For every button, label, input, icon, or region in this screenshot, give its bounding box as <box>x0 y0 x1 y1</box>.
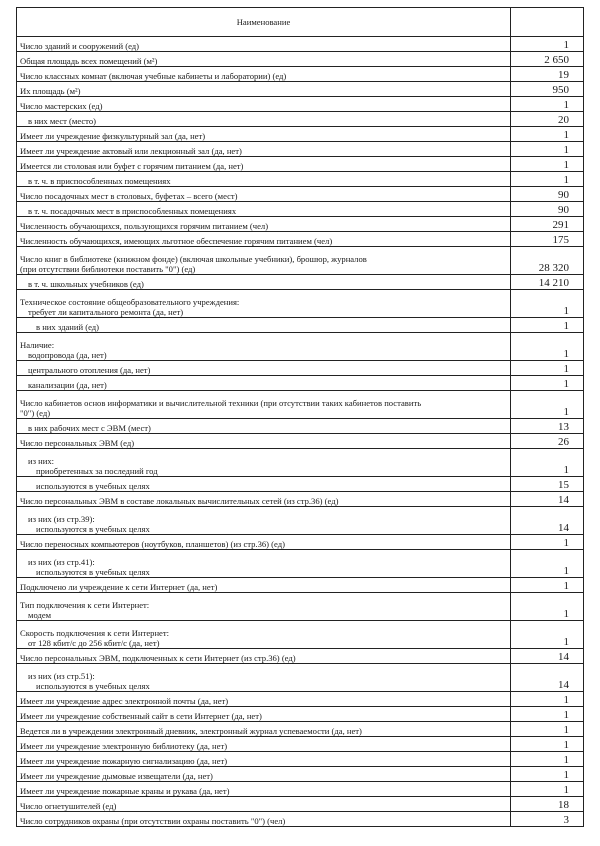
indicator-value: 26 <box>511 434 584 449</box>
indicator-name-cell <box>17 692 511 707</box>
value-column-header <box>511 8 584 37</box>
indicator-value: 1 <box>511 361 584 376</box>
indicator-name-cell <box>17 187 511 202</box>
indicator-name-cell <box>17 419 511 434</box>
indicator-value: 1 <box>511 767 584 782</box>
table-row <box>17 232 584 247</box>
table-row <box>17 664 584 692</box>
indicator-value: 291 <box>511 217 584 232</box>
indicator-value: 1 <box>511 593 584 621</box>
table-row <box>17 142 584 157</box>
indicator-name: центрального отопления (да, нет) <box>28 365 151 375</box>
indicator-name-cell <box>17 434 511 449</box>
indicator-name-cell <box>17 172 511 187</box>
table-row <box>17 449 584 477</box>
table-row <box>17 782 584 797</box>
indicator-value: 1 <box>511 142 584 157</box>
indicator-name: Ведется ли в учреждении электронный дневник, электронный журнал успеваемости (да, нет) <box>20 726 362 736</box>
indicator-name: Имеет ли учреждение пожарные краны и рукава (да, нет) <box>20 786 230 796</box>
indicator-value: 19 <box>511 67 584 82</box>
table-row <box>17 434 584 449</box>
indicator-name-cell <box>17 142 511 157</box>
name-column-header: Наименование <box>17 8 511 37</box>
indicator-value: 14 <box>511 507 584 535</box>
indicator-name: Число персональных ЭВМ (ед) <box>20 438 135 448</box>
indicator-name-cell <box>17 217 511 232</box>
table-row <box>17 767 584 782</box>
indicators-table <box>16 7 584 827</box>
indicator-name: Численность обучающихся, имеющих льготное обеспечение горячим питанием (чел) <box>20 236 333 246</box>
indicator-name: Число классных комнат (включая учебные кабинеты и лаборатории) (ед) <box>20 71 287 81</box>
indicator-name-cell <box>17 649 511 664</box>
indicator-name: Имеет ли учреждение адрес электронной почты (да, нет) <box>20 696 229 706</box>
indicator-name: из них (из стр.51): <box>28 671 95 681</box>
indicator-name: Общая площадь всех помещений (м²) <box>20 56 158 66</box>
table-row <box>17 67 584 82</box>
indicator-name: в т. ч. посадочных мест в приспособленных помещениях <box>28 206 237 216</box>
indicator-name: используются в учебных целях <box>36 567 150 577</box>
indicator-name-cell <box>17 707 511 722</box>
indicator-name: Число зданий и сооружений (ед) <box>20 41 140 51</box>
table-row <box>17 722 584 737</box>
indicator-value: 1 <box>511 391 584 419</box>
indicator-value: 14 <box>511 492 584 507</box>
table-row <box>17 361 584 376</box>
indicator-name-cell <box>17 67 511 82</box>
indicator-name-cell <box>17 550 511 578</box>
indicator-value: 1 <box>511 449 584 477</box>
indicator-name-cell <box>17 621 511 649</box>
indicator-name: Имеет ли учреждение дымовые извещатели (да, нет) <box>20 771 213 781</box>
indicator-name: используются в учебных целях <box>36 681 150 691</box>
indicator-name: Число огнетушителей (ед) <box>20 801 117 811</box>
indicator-name-cell <box>17 664 511 692</box>
indicator-name: Имеет ли учреждение актовый или лекционный зал (да, нет) <box>20 146 242 156</box>
indicator-name: Число кабинетов основ информатики и вычислительной техники (при отсутствии таких кабинетов поставить <box>20 398 422 408</box>
indicator-value: 1 <box>511 172 584 187</box>
indicator-name: приобретенных за последний год <box>36 466 158 476</box>
indicator-name-cell <box>17 752 511 767</box>
indicator-value: 1 <box>511 782 584 797</box>
table-header-row <box>17 8 584 37</box>
indicator-value: 20 <box>511 112 584 127</box>
indicator-name-cell <box>17 290 511 318</box>
indicator-name-cell <box>17 492 511 507</box>
indicator-name: в них мест (место) <box>28 116 96 126</box>
indicator-name-cell <box>17 333 511 361</box>
table-row <box>17 97 584 112</box>
indicator-name: Наличие: <box>20 340 55 350</box>
indicator-name-cell <box>17 127 511 142</box>
indicator-name: от 128 кбит/с до 256 кбит/с (да, нет) <box>28 638 160 648</box>
indicator-name: Тип подключения к сети Интернет: <box>20 600 150 610</box>
table-row <box>17 621 584 649</box>
indicator-name: модем <box>28 610 52 620</box>
indicator-value: 1 <box>511 290 584 318</box>
indicator-name: в них зданий (ед) <box>36 322 100 332</box>
table-row <box>17 187 584 202</box>
table-row <box>17 477 584 492</box>
indicator-value: 1 <box>511 550 584 578</box>
indicator-name: водопровода (да, нет) <box>28 350 107 360</box>
indicator-value: 1 <box>511 621 584 649</box>
table-row <box>17 391 584 419</box>
indicator-name: Их площадь (м²) <box>20 86 81 96</box>
indicator-name: Число переносных компьютеров (ноутбуков, планшетов) (из стр.36) (ед) <box>20 539 285 549</box>
table-row <box>17 692 584 707</box>
indicator-name-cell <box>17 112 511 127</box>
indicator-value: 1 <box>511 376 584 391</box>
indicator-name-cell <box>17 767 511 782</box>
indicator-name-cell <box>17 391 511 419</box>
indicator-value: 950 <box>511 82 584 97</box>
form-sheet <box>16 7 583 827</box>
table-row <box>17 52 584 67</box>
indicator-name: Подключено ли учреждение к сети Интернет (да, нет) <box>20 582 218 592</box>
indicator-name-cell <box>17 782 511 797</box>
indicator-name: Численность обучающихся, пользующихся горячим питанием (чел) <box>20 221 269 231</box>
table-row <box>17 127 584 142</box>
table-row <box>17 247 584 275</box>
indicator-name: используются в учебных целях <box>36 481 150 491</box>
table-row <box>17 217 584 232</box>
indicator-name: канализации (да, нет) <box>28 380 107 390</box>
indicator-value: 14 210 <box>511 275 584 290</box>
indicator-value: 14 <box>511 664 584 692</box>
indicator-name-cell <box>17 535 511 550</box>
indicator-value: 1 <box>511 722 584 737</box>
indicator-name-cell <box>17 361 511 376</box>
indicator-name-cell <box>17 232 511 247</box>
indicator-name: Имеется ли столовая или буфет с горячим питанием (да, нет) <box>20 161 244 171</box>
indicator-value: 1 <box>511 578 584 593</box>
indicator-name-cell <box>17 202 511 217</box>
table-row <box>17 812 584 827</box>
indicator-name: Число сотрудников охраны (при отсутствии охраны поставить "0") (чел) <box>20 816 286 826</box>
table-row <box>17 797 584 812</box>
indicator-name: требует ли капитального ремонта (да, нет) <box>28 307 184 317</box>
indicator-name-cell <box>17 318 511 333</box>
indicator-value: 1 <box>511 752 584 767</box>
table-row <box>17 492 584 507</box>
indicator-name: Имеет ли учреждение физкультурный зал (да, нет) <box>20 131 206 141</box>
indicator-value: 175 <box>511 232 584 247</box>
indicator-name-cell <box>17 82 511 97</box>
table-row <box>17 752 584 767</box>
indicator-value: 14 <box>511 649 584 664</box>
indicator-name-cell <box>17 477 511 492</box>
indicator-name: Скорость подключения к сети Интернет: <box>20 628 170 638</box>
indicator-value: 28 320 <box>511 247 584 275</box>
indicator-value: 15 <box>511 477 584 492</box>
indicator-name-cell <box>17 449 511 477</box>
indicator-value: 1 <box>511 127 584 142</box>
table-row <box>17 419 584 434</box>
table-row <box>17 535 584 550</box>
indicator-name: Имеет ли учреждение собственный сайт в сети Интернет (да, нет) <box>20 711 262 721</box>
indicator-name-cell <box>17 578 511 593</box>
indicator-name-cell <box>17 157 511 172</box>
indicator-value: 1 <box>511 692 584 707</box>
indicator-name-cell <box>17 812 511 827</box>
table-row <box>17 707 584 722</box>
indicator-name: Число посадочных мест в столовых, буфетах – всего (мест) <box>20 191 238 201</box>
indicator-name: "0") (ед) <box>20 408 51 418</box>
table-row <box>17 202 584 217</box>
indicator-name-cell <box>17 37 511 52</box>
indicator-name: Имеет ли учреждение электронную библиотеку (да, нет) <box>20 741 228 751</box>
indicator-value: 1 <box>511 318 584 333</box>
table-row <box>17 82 584 97</box>
indicator-value: 3 <box>511 812 584 827</box>
table-row <box>17 275 584 290</box>
indicator-name: из них (из стр.41): <box>28 557 95 567</box>
table-row <box>17 376 584 391</box>
indicator-name-cell <box>17 247 511 275</box>
indicator-name: Число персональных ЭВМ в составе локальных вычислительных сетей (из стр.36) (ед) <box>20 496 339 506</box>
indicator-name-cell <box>17 507 511 535</box>
table-row <box>17 318 584 333</box>
indicator-name-cell <box>17 97 511 112</box>
indicator-name-cell <box>17 275 511 290</box>
table-row <box>17 550 584 578</box>
indicator-name: Число персональных ЭВМ, подключенных к сети Интернет (из стр.36) (ед) <box>20 653 296 663</box>
indicator-name: Число мастерских (ед) <box>20 101 103 111</box>
indicator-name: в т. ч. в приспособленных помещениях <box>28 176 171 186</box>
indicator-name: в них рабочих мест с ЭВМ (мест) <box>28 423 151 433</box>
indicator-name: в т. ч. школьных учебников (ед) <box>28 279 144 289</box>
indicator-name: Техническое состояние общеобразовательного учреждения: <box>20 297 240 307</box>
indicator-name: Число книг в библиотеке (книжном фонде) (включая школьные учебники), брошюр, журналов <box>20 254 367 264</box>
table-row <box>17 290 584 318</box>
indicator-value: 1 <box>511 737 584 752</box>
table-row <box>17 172 584 187</box>
indicator-name-cell <box>17 593 511 621</box>
indicator-name-cell <box>17 376 511 391</box>
indicator-value: 90 <box>511 202 584 217</box>
table-row <box>17 737 584 752</box>
table-row <box>17 157 584 172</box>
table-row <box>17 333 584 361</box>
indicator-value: 90 <box>511 187 584 202</box>
indicator-name-cell <box>17 737 511 752</box>
table-row <box>17 578 584 593</box>
indicator-name-cell <box>17 52 511 67</box>
indicator-name: из них: <box>28 456 55 466</box>
indicator-name: используются в учебных целях <box>36 524 150 534</box>
indicator-value: 1 <box>511 157 584 172</box>
indicator-name: из них (из стр.39): <box>28 514 95 524</box>
indicator-value: 2 650 <box>511 52 584 67</box>
indicator-name-cell <box>17 722 511 737</box>
table-row <box>17 507 584 535</box>
indicator-value: 1 <box>511 535 584 550</box>
indicator-value: 1 <box>511 37 584 52</box>
indicator-value: 1 <box>511 97 584 112</box>
indicator-value: 1 <box>511 333 584 361</box>
indicator-name-cell <box>17 797 511 812</box>
table-row <box>17 593 584 621</box>
indicator-value: 13 <box>511 419 584 434</box>
table-row <box>17 37 584 52</box>
table-row <box>17 649 584 664</box>
indicator-name: Имеет ли учреждение пожарную сигнализацию (да, нет) <box>20 756 228 766</box>
indicator-value: 18 <box>511 797 584 812</box>
indicator-value: 1 <box>511 707 584 722</box>
indicator-name: (при отсутствии библиотеки поставить "0") (ед) <box>20 264 196 274</box>
table-row <box>17 112 584 127</box>
